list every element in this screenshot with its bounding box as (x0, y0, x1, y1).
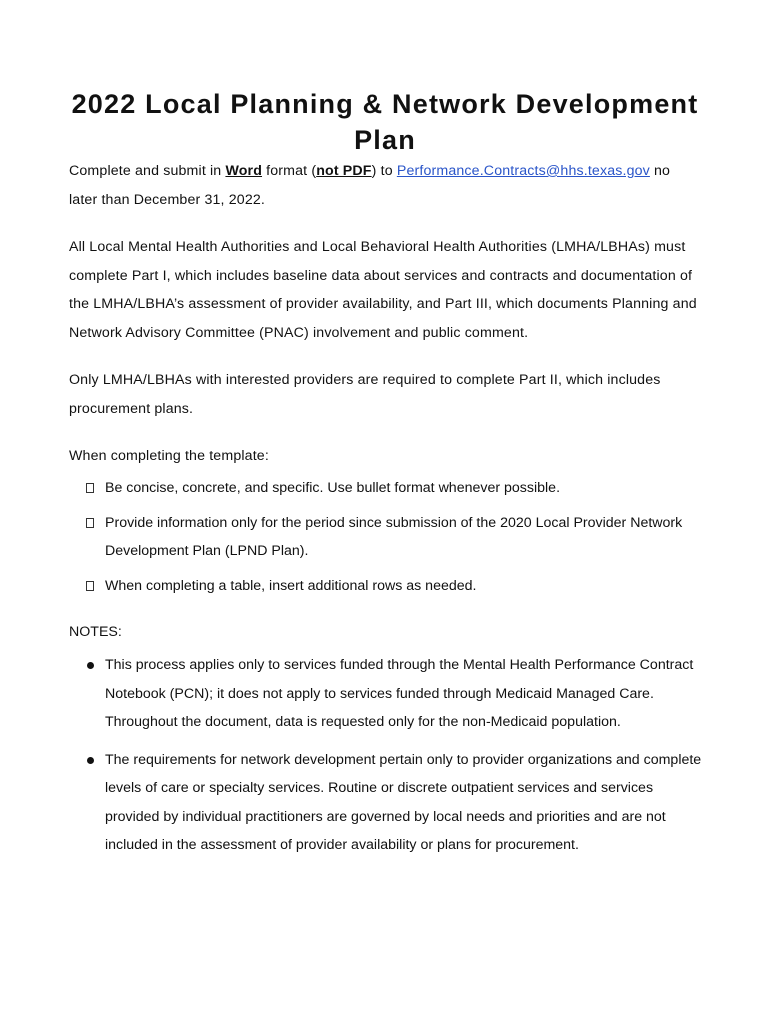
submission-instructions (69, 157, 699, 214)
word-format-label: Word (225, 163, 263, 179)
intro-mid1: format ( (262, 163, 317, 179)
only-lmha-paragraph: Only LMHA/LBHAs with interested providers are required to complete Part II, which includes procurement plans. (69, 372, 661, 417)
list-item: Provide information only for the period since submission of the 2020 Local Provider Network Development Plan (LPND Plan). (84, 509, 704, 566)
page-title: 2022 Local Planning & Network Development Plan (71, 89, 699, 155)
notes-list (84, 651, 704, 869)
square-bullet-icon (86, 581, 94, 591)
list-item: This process applies only to services funded through the Mental Health Performance Contract Notebook (PCN); it does not apply to services funded through Medicaid Managed Care. Throughout the document, data is requested only for the non-Medicaid population. (84, 651, 704, 737)
bullet-dot-icon (87, 757, 94, 764)
list-item: Be concise, concrete, and specific. Use bullet format whenever possible. (84, 474, 704, 503)
all-lmha-paragraph: All Local Mental Health Authorities and Local Behavioral Health Authorities (LMHA/LBHAs) must complete Part I, which includes baseline data about services and contracts and documentation of the LMHA/LBHA’s assessment of provider availability, and Part III, which documents Planning and Network Advisory Committee (PNAC) involvement and public comment. (69, 239, 697, 341)
intro-pre: Complete and submit in (69, 163, 226, 179)
notes-heading: NOTES: (69, 624, 122, 640)
intro-mid2: ) to (371, 163, 397, 179)
intro-post: no later than December 31, 2022. (69, 163, 671, 208)
email-link[interactable]: Performance.Contracts@hhs.texas.gov (396, 163, 650, 179)
not-pdf-label: not PDF (316, 163, 372, 179)
list-item: The requirements for network development pertain only to provider organizations and complete levels of care or specialty services. Routine or discrete outpatient services and services provided by individual practitioners are governed by local needs and priorities and are not included in the assessment of provider availability or plans for procurement. (84, 746, 704, 860)
template-instructions-list (84, 474, 704, 606)
square-bullet-icon (86, 518, 94, 528)
square-bullet-icon (86, 483, 94, 493)
bullet-dot-icon (87, 662, 94, 669)
template-heading: When completing the template: (69, 448, 269, 464)
list-item: When completing a table, insert additional rows as needed. (84, 572, 704, 601)
